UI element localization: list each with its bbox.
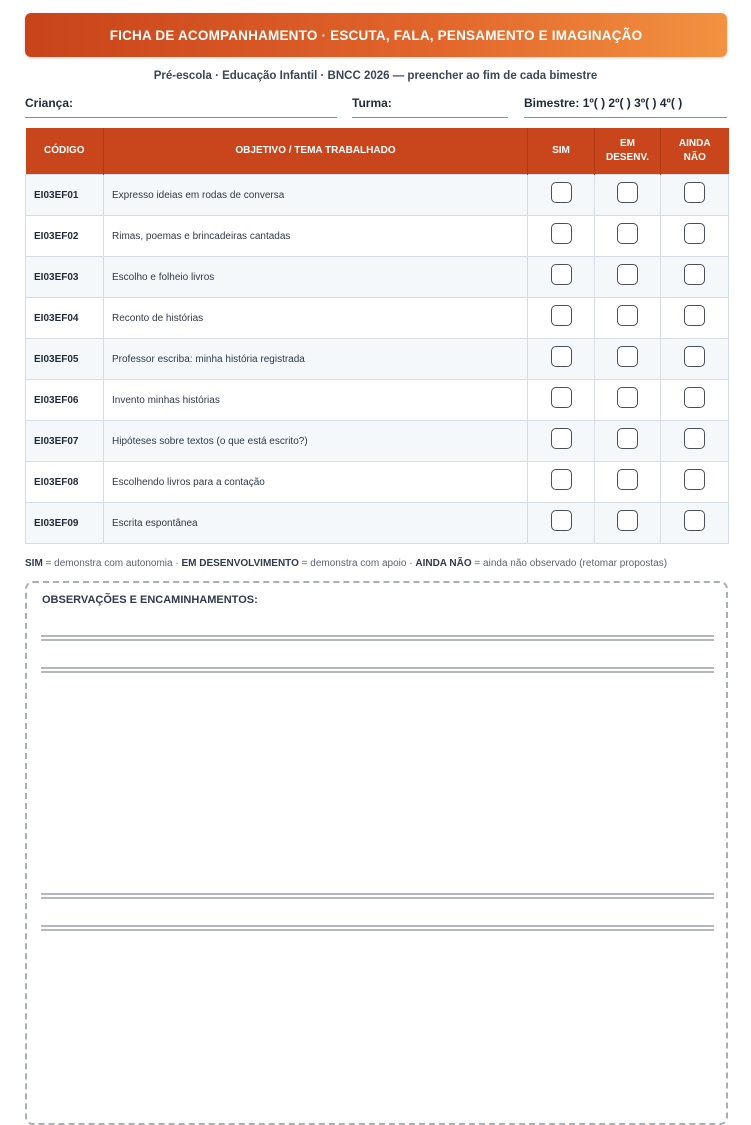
turma-field[interactable]: Turma:: [352, 96, 508, 118]
checkbox-sim[interactable]: [551, 223, 572, 244]
cell-ainda-nao: [661, 216, 729, 257]
observations-title: OBSERVAÇÕES E ENCAMINHAMENTOS:: [42, 594, 258, 606]
objective-code: EI03EF06: [26, 380, 104, 421]
checkbox-em-desenv[interactable]: [617, 264, 638, 285]
objective-code: EI03EF09: [26, 503, 104, 544]
objective-text: Rimas, poemas e brincadeiras cantadas: [104, 216, 528, 257]
checkbox-ainda-nao[interactable]: [684, 428, 705, 449]
header-sim: SIM: [528, 128, 595, 175]
header-code: CÓDIGO: [26, 128, 104, 175]
legend-em-key: EM DESENVOLVIMENTO: [181, 558, 299, 569]
page-title: FICHA DE ACOMPANHAMENTO · ESCUTA, FALA, PENSAMENTO E IMAGINAÇÃO: [109, 27, 643, 43]
table-row: [26, 421, 729, 462]
legend-sim-key: SIM: [25, 558, 43, 569]
legend-ainda-key: AINDA NÃO: [415, 558, 472, 569]
header-objective: OBJETIVO / TEMA TRABALHADO: [104, 128, 528, 175]
checkbox-sim[interactable]: [551, 387, 572, 408]
checkbox-em-desenv[interactable]: [617, 223, 638, 244]
checkbox-sim[interactable]: [551, 469, 572, 490]
header-em-line1: EM: [620, 138, 635, 149]
objective-code: EI03EF05: [26, 339, 104, 380]
cell-sim: [528, 503, 595, 544]
table-row: [26, 339, 729, 380]
cell-sim: [528, 421, 595, 462]
checkbox-em-desenv[interactable]: [617, 346, 638, 367]
checkbox-ainda-nao[interactable]: [684, 305, 705, 326]
cell-em-desenv: [595, 298, 661, 339]
cell-em-desenv: [595, 216, 661, 257]
writing-line: [41, 667, 714, 669]
cell-ainda-nao: [661, 503, 729, 544]
cell-ainda-nao: [661, 175, 729, 216]
objective-text: Expresso ideias em rodas de conversa: [104, 175, 528, 216]
checkbox-sim[interactable]: [551, 264, 572, 285]
page-subtitle: Pré-escola · Educação Infantil · BNCC 2026 — preencher ao fim de cada bimestre: [153, 70, 598, 82]
objective-text: Reconto de histórias: [104, 298, 528, 339]
observations-box[interactable]: [25, 581, 728, 1125]
objectives-table: [25, 128, 729, 544]
cell-sim: [528, 380, 595, 421]
objective-text: Invento minhas histórias: [104, 380, 528, 421]
objective-code: EI03EF07: [26, 421, 104, 462]
crianca-field[interactable]: Criança:: [25, 96, 337, 118]
checkbox-sim[interactable]: [551, 510, 572, 531]
objective-text: Escolho e folheio livros: [104, 257, 528, 298]
table-row: [26, 462, 729, 503]
cell-ainda-nao: [661, 257, 729, 298]
checkbox-em-desenv[interactable]: [617, 510, 638, 531]
cell-sim: [528, 339, 595, 380]
cell-em-desenv: [595, 339, 661, 380]
header-em-line2: DESENV.: [606, 152, 649, 163]
cell-ainda-nao: [661, 298, 729, 339]
page-title-banner: [25, 13, 727, 57]
objective-code: EI03EF01: [26, 175, 104, 216]
objective-text: Escolhendo livros para a contação: [104, 462, 528, 503]
header-ainda-line1: AINDA: [678, 138, 711, 149]
objective-code: EI03EF08: [26, 462, 104, 503]
cell-em-desenv: [595, 380, 661, 421]
checkbox-ainda-nao[interactable]: [684, 346, 705, 367]
checkbox-sim[interactable]: [551, 182, 572, 203]
header-ainda-nao: [661, 128, 729, 175]
objective-code: EI03EF04: [26, 298, 104, 339]
checkbox-em-desenv[interactable]: [617, 182, 638, 203]
legend-em-text: = demonstra com apoio ·: [298, 558, 416, 569]
table-header-row: [26, 128, 729, 175]
cell-sim: [528, 216, 595, 257]
bimestre-field[interactable]: Bimestre: 1º( ) 2º( ) 3º( ) 4º( ): [524, 96, 727, 118]
cell-ainda-nao: [661, 462, 729, 503]
legend-ainda-text: = ainda não observado (retomar propostas): [471, 558, 668, 569]
legend: [25, 558, 667, 569]
table-row: [26, 257, 729, 298]
checkbox-sim[interactable]: [551, 346, 572, 367]
writing-line: [41, 893, 714, 895]
checkbox-em-desenv[interactable]: [617, 469, 638, 490]
objective-text: Professor escriba: minha história registrada: [104, 339, 528, 380]
checkbox-ainda-nao[interactable]: [684, 469, 705, 490]
objective-text: Hipóteses sobre textos (o que está escrito?): [104, 421, 528, 462]
cell-ainda-nao: [661, 339, 729, 380]
checkbox-ainda-nao[interactable]: [684, 182, 705, 203]
table-row: [26, 380, 729, 421]
table-row: [26, 216, 729, 257]
header-ainda-line2: NÃO: [683, 152, 706, 163]
legend-sim-text: = demonstra com autonomia ·: [42, 558, 182, 569]
objective-code: EI03EF02: [26, 216, 104, 257]
objective-text: Escrita espontânea: [104, 503, 528, 544]
checkbox-sim[interactable]: [551, 305, 572, 326]
checkbox-em-desenv[interactable]: [617, 387, 638, 408]
checkbox-ainda-nao[interactable]: [684, 223, 705, 244]
table-row: [26, 175, 729, 216]
checkbox-ainda-nao[interactable]: [684, 510, 705, 531]
cell-ainda-nao: [661, 380, 729, 421]
checkbox-ainda-nao[interactable]: [684, 387, 705, 408]
checkbox-em-desenv[interactable]: [617, 305, 638, 326]
cell-sim: [528, 462, 595, 503]
cell-em-desenv: [595, 462, 661, 503]
cell-sim: [528, 257, 595, 298]
table-body: [26, 175, 729, 544]
checkbox-ainda-nao[interactable]: [684, 264, 705, 285]
cell-sim: [528, 175, 595, 216]
objective-code: EI03EF03: [26, 257, 104, 298]
checkbox-em-desenv[interactable]: [617, 428, 638, 449]
cell-sim: [528, 298, 595, 339]
table-row: [26, 298, 729, 339]
table-row: [26, 503, 729, 544]
cell-em-desenv: [595, 503, 661, 544]
checkbox-sim[interactable]: [551, 428, 572, 449]
cell-em-desenv: [595, 175, 661, 216]
writing-line: [41, 925, 714, 927]
header-em-desenv: [595, 128, 661, 175]
cell-ainda-nao: [661, 421, 729, 462]
cell-em-desenv: [595, 421, 661, 462]
cell-em-desenv: [595, 257, 661, 298]
writing-line: [41, 635, 714, 637]
